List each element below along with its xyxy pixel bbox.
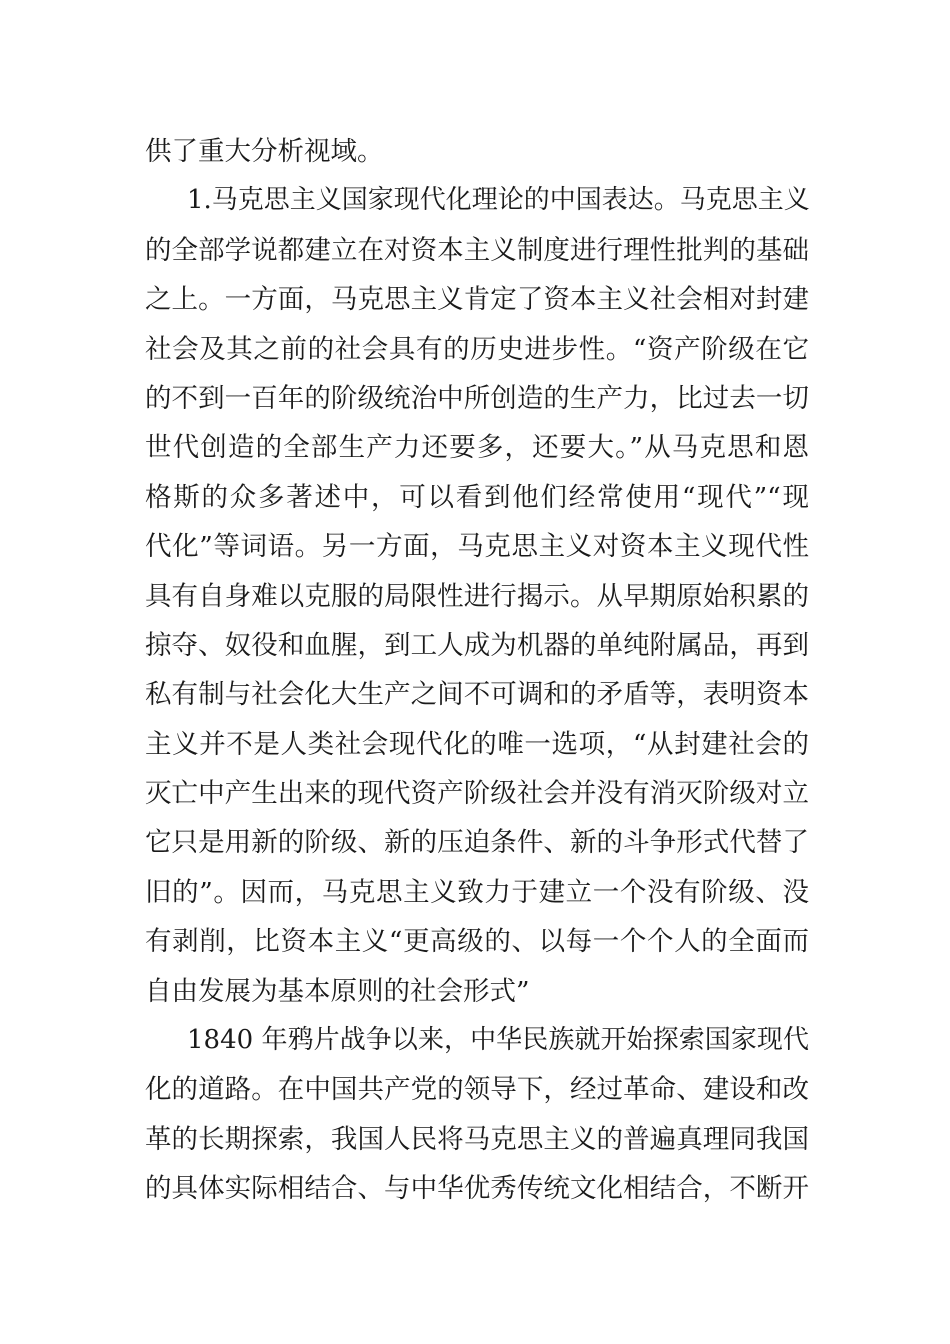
paragraph-line: 灭亡中产生出来的现代资产阶级社会并没有消灭阶级对立: [145, 778, 809, 810]
paragraph-line: 自由发展为基本原则的社会形式”: [145, 975, 530, 1007]
paragraph-line: 掠夺、奴役和血腥，到工人成为机器的单纯附属品，再到: [145, 629, 809, 661]
paragraph-line: 的具体实际相结合、与中华优秀传统文化相结合，不断开: [145, 1173, 809, 1205]
paragraph-line: 供了重大分析视域。: [145, 136, 384, 167]
paragraph-line: 革的长期探索，我国人民将马克思主义的普遍真理同我国: [145, 1123, 809, 1155]
paragraph-line: 具有自身难以克服的局限性进行揭示。从早期原始积累的: [145, 580, 809, 612]
paragraph-line: 的全部学说都建立在对资本主义制度进行理性批判的基础: [145, 234, 809, 266]
paragraph-line: 旧的”。因而，马克思主义致力于建立一个没有阶级、没: [145, 876, 809, 908]
paragraph-line: 世代创造的全部生产力还要多，还要大。”从马克思和恩: [145, 432, 809, 464]
paragraph-line: 社会及其之前的社会具有的历史进步性。“资产阶级在它: [145, 333, 809, 365]
paragraph-line: 主义并不是人类社会现代化的唯一选项，“从封建社会的: [145, 728, 809, 760]
paragraph-line: 有剥削，比资本主义“更高级的、以每一个个人的全面而: [145, 926, 809, 958]
paragraph-line: 的不到一百年的阶级统治中所创造的生产力，比过去一切: [145, 382, 809, 414]
paragraph-line: 私有制与社会化大生产之间不可调和的矛盾等，表明资本: [145, 679, 809, 711]
paragraph-line: 1840 年鸦片战争以来，中华民族就开始探索国家现代: [187, 1025, 809, 1056]
paragraph-line: 格斯的众多著述中，可以看到他们经常使用“现代”“现: [145, 481, 809, 513]
paragraph-line: 代化”等词语。另一方面，马克思主义对资本主义现代性: [145, 531, 809, 563]
body-text: [145, 127, 809, 1214]
paragraph-line: 它只是用新的阶级、新的压迫条件、新的斗争形式代替了: [145, 827, 809, 859]
paragraph-line: 化的道路。在中国共产党的领导下，经过革命、建设和改: [145, 1074, 809, 1106]
paragraph-line: 之上。一方面，马克思主义肯定了资本主义社会相对封建: [145, 284, 809, 316]
paragraph-line: 1.马克思主义国家现代化理论的中国表达。马克思主义: [187, 185, 810, 216]
